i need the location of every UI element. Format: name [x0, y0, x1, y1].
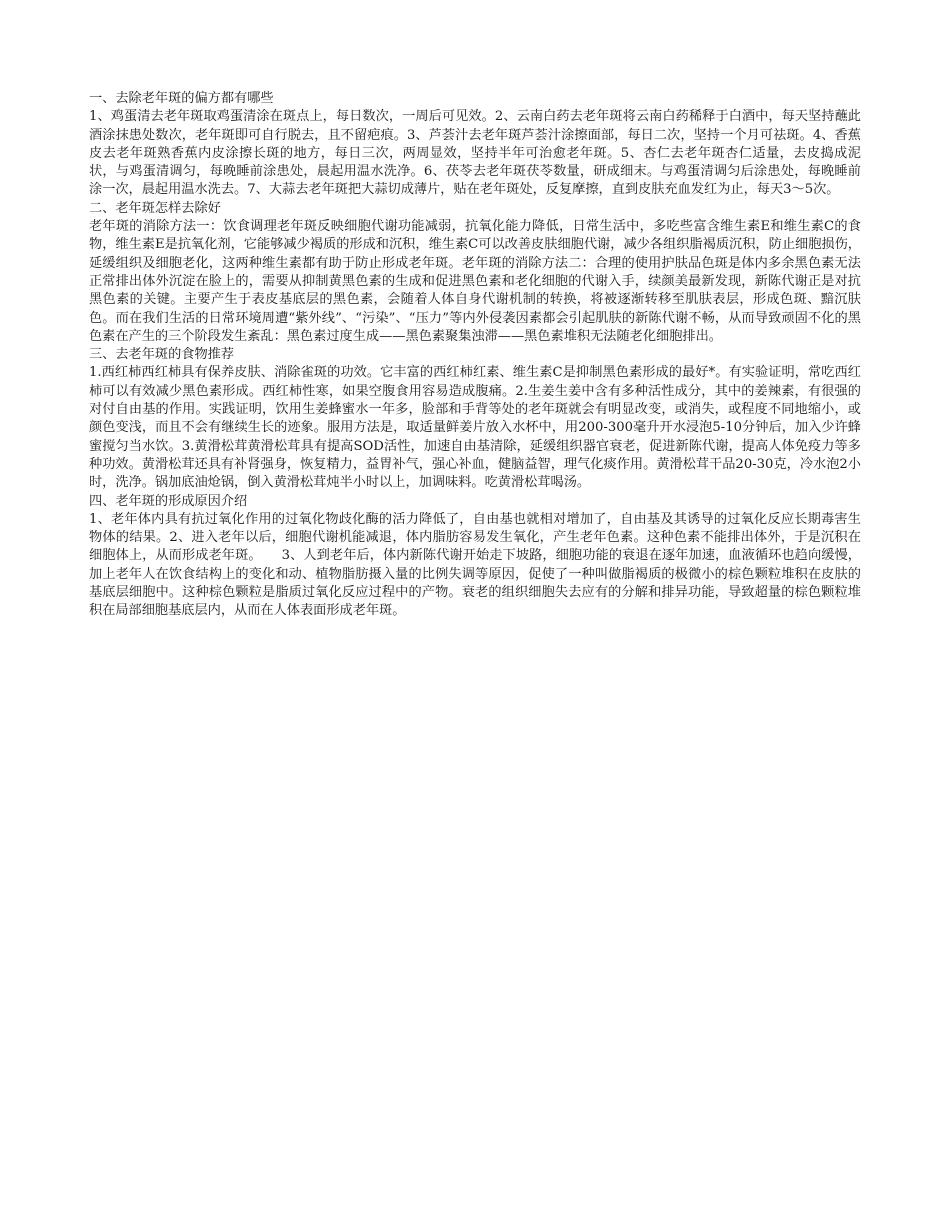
- section-heading: 四、老年斑的形成原因介绍: [89, 493, 248, 509]
- section-food-recommendations: [89, 346, 861, 492]
- section-heading: 一、去除老年斑的偏方都有哪些: [89, 91, 274, 106]
- section-heading: 三、去老年斑的食物推荐: [89, 347, 235, 363]
- section-causes: [89, 493, 861, 621]
- section-paragraph: 1.西红柿西红柿具有保养皮肤、消除雀斑的功效。它丰富的西红柿红素、维生素C是抑制黑色素形成的最好*。有实验证明，常吃西红柿可以有效减少黑色素形成。西红柿性寒，如果空腹食用容易造成腹痛。2.生姜生姜中含有多种活性成分，其中的姜辣素，有很强的对付自由基的作用。实践证明，饮用生姜蜂蜜水一年多，脸部和手背等处的老年斑就会有明显改变，或消失，或程度不同地缩小，或颜色变浅，而且不会有继续生长的迹象。服用方法是，取适量鲜姜片放入水杯中，用200-300毫升开水浸泡5-10分钟后，加入少许蜂蜜搅匀当水饮。3.黄滑松茸黄滑松茸具有提高SOD活性，加速自由基清除，延缓组织器官衰老，促进新陈代谢，提高人体免疫力等多种功效。黄滑松茸还具有补肾强身，恢复精力，益胃补气，强心补血，健脑益智，理气化痰作用。黄滑松茸干品20-30克，冷水泡2小时，洗净。锅加底油炝锅，倒入黄滑松茸炖半小时以上，加调味料。吃黄滑松茸喝汤。: [89, 365, 861, 491]
- section-paragraph: 老年斑的消除方法一：饮食调理老年斑反映细胞代谢功能减弱，抗氧化能力降低，日常生活中，多吃些富含维生素E和维生素C的食物，维生素E是抗氧化剂，它能够减少褐质的形成和沉积，维生素C可以改善皮肤细胞代谢，减少各组织脂褐质沉积，防止细胞损伤，延缓组织及细胞老化，这两种维生素都有助于防止形成老年斑。老年斑的消除方法二：合理的使用护肤品色斑是体内多余黑色素无法正常排出体外沉淀在脸上的，需要从抑制黄黑色素的生成和促进黑色素和老化细胞的代谢入手，续颜美最新发现，新陈代谢正是对抗黑色素的关键。主要产生于表皮基底层的黑色素，会随着人体自身代谢机制的转换，将被逐渐转移至肌肤表层，形成色斑、黯沉肤色。而在我们生活的日常环境周遭“紫外线”、“污染”、“压力”等内外侵袭因素都会引起肌肤的新陈代谢不畅，从而导致顽固不化的黑色素在产生的三个阶段发生紊乱：黑色素过度生成——黑色素聚集浊滞——黑色素堆积无法随老化细胞排出。: [89, 219, 861, 344]
- section-removal-methods: [89, 200, 861, 346]
- section-heading: 二、老年斑怎样去除好: [89, 200, 221, 216]
- section-paragraph: 1、老年体内具有抗过氧化作用的过氧化物歧化酶的活力降低了，自由基也就相对增加了，自由基及其诱导的过氧化反应长期毒害生物体的结果。2、进入老年以后，细胞代谢机能减退，体内脂肪容易发生氧化，产生老年色素。这种色素不能排出体外，于是沉积在细胞体上，从而形成老年斑。 3、人到老年后，体内新陈代谢开始走下坡路，细胞功能的衰退在逐年加速，血液循环也趋向缓慢，加上老年人在饮食结构上的变化和动、植物脂肪摄入量的比例失调等原因，促使了一种叫做脂褐质的极微小的棕色颗粒堆积在皮肤的基底层细胞中。这种棕色颗粒是脂质过氧化反应过程中的产物。衰老的组织细胞失去应有的分解和排异功能，导致超量的棕色颗粒堆积在局部细胞基底层内，从而在人体表面形成老年斑。: [89, 511, 861, 619]
- document-page: [89, 90, 861, 621]
- section-remedies: [89, 90, 861, 200]
- section-paragraph: 1、鸡蛋清去老年斑取鸡蛋清涂在斑点上，每日数次，一周后可见效。2、云南白药去老年斑将云南白药稀释于白酒中，每天坚持蘸此酒涂抹患处数次，老年斑即可自行脱去，且不留疤痕。3、芦荟汁去老年斑芦荟汁涂擦面部，每日二次，坚持一个月可祛斑。4、香蕉皮去老年斑熟香蕉内皮涂擦长斑的地方，每日三次，两周显效，坚持半年可治愈老年斑。5、杏仁去老年斑杏仁适量，去皮捣成泥状，与鸡蛋清调匀，每晚睡前涂患处，晨起用温水洗净。6、茯苓去老年斑茯苓数量，研成细末。与鸡蛋清调匀后涂患处，每晚睡前涂一次，晨起用温水洗去。7、大蒜去老年斑把大蒜切成薄片，贴在老年斑处，反复摩擦，直到皮肤充血发红为止，每天3～5次。: [89, 109, 861, 198]
